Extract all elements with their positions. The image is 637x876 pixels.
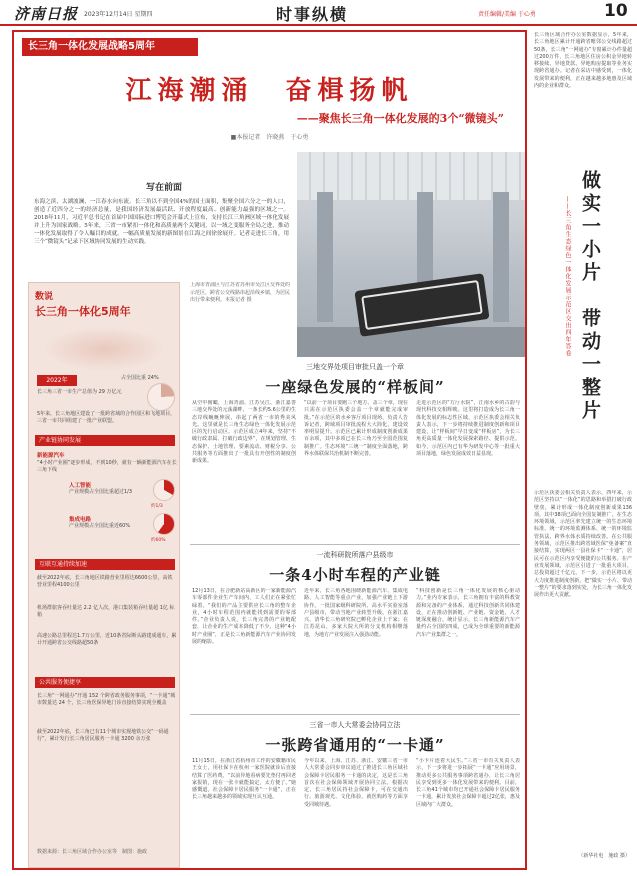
card-note: 截至2022年底，长三角已有11个城市实现地铁公交“一码通行”，累计发行长三角居民服务一卡通 3200 余万张: [37, 729, 169, 742]
label-nev: 新能源汽车: [37, 453, 65, 459]
ic-share-pie: [153, 513, 175, 535]
year-tag: 2022年: [37, 375, 77, 386]
issue-date: 2023年12月14日 星期四: [84, 11, 153, 18]
photo-caption: 上海市青浦区与江苏省苏州市吴江区交界处的示范区，跨省公交线路串起沿线乡镇，为居民出行带来便利。本报记者 摄: [190, 282, 290, 303]
article-3-kicker: 三省一市人大常委会协同立法: [309, 721, 401, 729]
sidebar-source: 数据来源：长三角区域合作办公室等 制图：施政: [37, 849, 148, 855]
article-1-kicker: 三地交界处项目审批只盖一个章: [306, 363, 404, 371]
page-number: 10: [604, 1, 628, 21]
right-column-vertical-subtitle: ——长三角生态绿色一体化发展示范区交出四年答卷: [564, 196, 571, 357]
highway-note: 高速公路总里程达1.7万公里，近10条省际断头路建成通车，累计开通跨省公交线路超50条: [37, 633, 177, 646]
article-1-col-3: 走进示范区的“方厅水院”，江南水乡的古韵与现代科技交相辉映。这里将打造成为长三角一体化发展的标志性区域。示范区执委会相关负责人表示，下一步将持续推进制度创新和项目建设，让“样板间”早日变成“样板房”，为长三角更高质量一体化发展探索路径、提供示范。如今，示范区内已有华为研发中心等一批重大项目落地，绿色发展成效日益显现。: [416, 400, 520, 458]
feature-headline: 江海潮涌 奋楫扬帆: [125, 76, 414, 106]
newspaper-logo: 济南日报: [14, 5, 79, 23]
right-column-top-text: 长三角区域合作办公室数据显示，5年来，长三角地区累计开通跨省毗邻公交线路超过50条，长三角“一网通办”专窗累计办件量超过200万件，长三角地区住房公积金异地转移接续、异地贷款、异地购房提取等业务实现跨省通办。记者在采访中感受到，一体化发展带来的便利，正在越来越多地惠及区域内的企业和群众。: [534, 32, 632, 90]
ic-share-label: 约60%: [151, 538, 166, 543]
gdp-note: 长三角三省一市生产总值为 29 万亿元: [37, 389, 122, 395]
section-head-industry: 产业链协同发展: [35, 435, 175, 446]
photo-pillar: [317, 192, 333, 322]
right-column-credit: （新华社电 施政 摄）: [578, 853, 630, 859]
feature-byline: ■本报记者 许晓燕 于心勇: [230, 134, 309, 141]
label-ai: 人工智能: [69, 483, 92, 489]
article-2-kicker: 一流科研院所落户县级市: [316, 551, 394, 559]
article-1-col-2: “以前一个项目要跑三个地方、盖三个章，现在只需在示范区执委会盖一个章就能完成审批。”在示范区的水乡客厅项目现场，负责人告诉记者，跨域项目审批流程大大简化，建设效率明显提升。示范区已累计形成制度创新成果百余项，其中多项已在长三角乃至全国范围复制推广。生态环境“三统一”制度全面落地，跨界水体联保共治机制不断完善。: [304, 400, 408, 458]
gdp-share-pie: [147, 383, 175, 411]
article-2-title: 一条4小时车程的产业链: [269, 566, 441, 584]
editor-credit: 责任编辑/美编 于心勇: [478, 11, 536, 18]
divider: [190, 544, 520, 545]
article-1-col-1: 从空中俯瞰，上海青浦、江苏吴江、浙江嘉善三地交界处的元荡湖畔，一条长约5.6公里的生态岸线蜿蜒伸展，串起了两省一市的秀美风光。这里就是长三角生态绿色一体化发展示范区的先行启动区。示范区成立4年来，坚持“不破行政隶属、打破行政边界”，在规划管理、生态保护、土地管理、要素流动、财税分享、公共服务等方面推出了一批具有开创性的制度创新成果。: [192, 400, 296, 465]
feature-banner: 长三角一体化发展战略5周年: [22, 38, 198, 56]
airport-note: 机场群旅客吞吐量达 2.2 亿人次，港口集装箱吞吐量超 1亿 标箱: [37, 605, 175, 618]
gdp-share-label: 占全国比重 24%: [121, 375, 159, 381]
ai-share-label: 约1/3: [151, 504, 163, 509]
divider: [190, 714, 520, 715]
ic-note: 产业规模占全国比重近60%: [69, 523, 131, 529]
section-title: 时事纵横: [276, 5, 349, 24]
stats-sidebar: [28, 282, 180, 868]
article-3-col-2: 今年以来，上海、江苏、浙江、安徽三省一市人大常委会同步审议通过了推进长三角区域社会保障卡居民服务一卡通的决定，这是长三角首次在社会保障领域开展协同立法。根据决定，长三角居民持社会保障卡，可在交通出行、旅游观光、文化体验、就医购药等方面享受同城待遇。: [304, 758, 408, 808]
article-3-title: 一张跨省通用的“一卡通”: [265, 736, 445, 754]
photo-floor: [297, 327, 525, 357]
intro-heading: 写在前面: [145, 183, 182, 193]
right-column-bottom-text: 示范区执委会相关负责人表示，四年来，示范区坚持以“一体化”的思路和举措打破行政壁垒，累计形成一体化制度创新成果136项，其中38项已面向全国复制推广。在生态环境领域，示范区率先建立统一的生态环境标准、统一的环境监测体系、统一的环境监管执法，跨界水体水质持续改善。在公共服务领域，示范区推出跨省域医保“免备案”直接结算，实现两区一县社保卡“一卡通”，居民可在示范区内享受便捷的公共服务。在产业发展领域，示范区引进了一批重大项目，总投资超过千亿元。下一步，示范区将以更大力度推进制度创新，把“做实一小片、带动一整片”的要求落到实处，为长三角一体化发展作出更大贡献。: [534, 490, 632, 599]
sidebar-title: 长三角一体化5周年: [35, 305, 131, 318]
ai-share-pie: [153, 479, 175, 501]
article-3-col-1: 11月15日，在浙江省杭州市工作的安徽籍市民王女士，用社保卡在杭州一家医院就诊后直接结算了医药费。“以前异地看病要先垫付再回老家报销，现在一张卡就能搞定，太方便了。”她感慨道。社会保障卡居民服务“一卡通”，正在长三角越来越多的领域实现互认互通。: [192, 758, 296, 801]
sidebar-title-small: 数说: [35, 292, 54, 302]
feature-photo: [297, 152, 525, 357]
photo-pillar: [493, 192, 509, 322]
article-2-col-2: 近年来，长三角各地围绕新能源汽车、集成电路、人工智能等重点产业，加强产业链上下游协作。一批国家级科研院所、高水平实验室落户县级市，带动当地产业转型升级。在浙江嘉兴，清华长三角研究院已孵化企业上千家；在江苏昆山，多家大院大所的分支机构相继落地，为地方产业发展注入强劲动能。: [304, 588, 408, 638]
article-3-col-3: “小卡片连着大民生。”三省一市有关负责人表示，下一步将进一步拓展“一卡通”应用场景，推动更多公共服务事项跨省通办，让长三角居民享受到更多一体化发展带来的便利。目前，长三角41个城市均已开通社会保障卡居民服务一卡通，累计发放社会保障卡超过2亿张，惠及区域内广大群众。: [416, 758, 520, 808]
rail-note: 截至2022年底，长三角地区铁路营业里程达6600公里，高铁营业里程4100公里: [37, 575, 173, 588]
masthead: [0, 0, 637, 26]
intro-body: 东海之滨，太湖波澜，一江春水向东流。长三角以不到全国4%的国土面积，集聚全国六分之一的人口，创造了近四分之一的经济总量，是我国经济发展最活跃、开放程度最高、创新能力最强的区域之一。2018年11月，习近平总书记在首届中国国际进口博览会开幕式上宣布，支持长江三角洲区域一体化发展并上升为国家战略。5年来，三省一市紧扣一体化和高质量两个关键词，以一域之变服务全局之进，推动一体化发展取得了令人瞩目的成就，一幅高质量发展的新图景在江海之间徐徐展开。记者走进长三角，用三个“微镜头”记录下区域协同发展的生动实践。: [34, 199, 289, 245]
section-head-connectivity: 互联互通持续加速: [35, 559, 175, 570]
article-2-col-3: “科技创新是长三角一体化发展的核心驱动力。”业内专家表示，长三角拥有丰富的科教资源和完备的产业体系，通过科技创新共同体建设，正在推动创新链、产业链、资金链、人才链深度融合。统计显示，长三角新能源汽车产量约占全国的四成，已成为全球重要的新能源汽车产业集群之一。: [416, 588, 520, 638]
section-head-services: 公共服务便捷享: [35, 677, 175, 688]
feature-frame: [12, 30, 527, 870]
feature-subhead: ——聚焦长三角一体化发展的3个“微镜头”: [296, 112, 504, 125]
right-column-vertical-title: 做实一小片 带动一整片: [579, 170, 601, 423]
region-map: [43, 327, 165, 371]
ai-note: 产业规模占全国比重超过1/3: [69, 489, 133, 495]
label-ic: 集成电路: [69, 517, 92, 523]
nev-note: “4小时产业圈”逐步形成，不到10秒，就有一辆新能源汽车在长三角下线: [37, 460, 177, 473]
egov-note: 长三角“一网通办”开通 152 个跨省政务服务事项，“一卡通”城市数量达 24 个，长三角医保异地门诊直接结算实现全覆盖: [37, 693, 176, 706]
article-1-title: 一座绿色发展的“样板间”: [265, 378, 445, 396]
article-2-col-1: 12月13日，在合肥新站高新区的一家新能源汽车零部件企业生产车间内，工人们正在紧张忙碌着。“我们的产品主要供应长三角的整车企业，4小时车程范围内就能找到需要的零部件。”企业负责人说，长三角完善的产业链配套，让企业的生产成本降低了不少。这种“4小时产业圈”，正是长三角新能源汽车产业协同发展的缩影。: [192, 588, 296, 646]
park-note: 5年来，长三角地区建设了一批跨省域的合作园区和飞地项目，三省一市共同组建了一批产业联盟。: [37, 411, 176, 424]
